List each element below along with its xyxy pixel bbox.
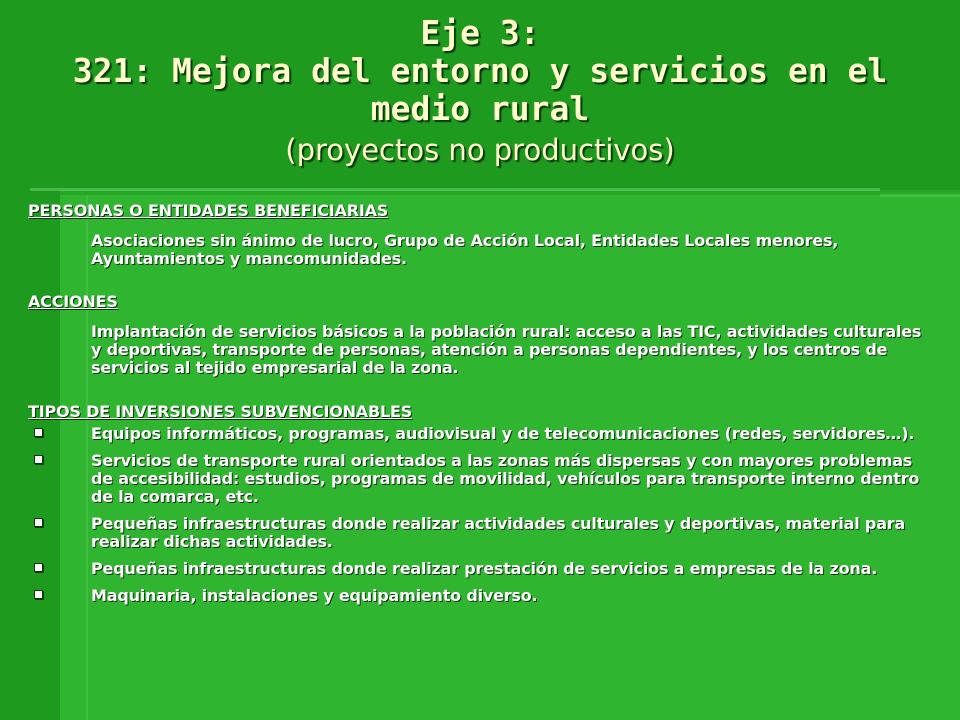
heading-inversiones: TIPOS DE INVERSIONES SUBVENCIONABLES <box>28 402 413 421</box>
list-item-text: Pequeñas infraestructuras donde realizar prestación de servicios a empresas de la zona. <box>91 559 878 578</box>
text-beneficiarias: Asociaciones sin ánimo de lucro, Grupo de Acción Local, Entidades Locales menores, Ayuntamientos y mancomunidades. <box>91 231 839 268</box>
list-item <box>28 425 933 443</box>
list-item-text: Maquinaria, instalaciones y equipamiento diverso. <box>91 586 538 605</box>
spacer <box>28 377 933 403</box>
title-line-2: 321: Mejora del entorno y servicios en el medio rural <box>72 51 888 128</box>
list-item-text: Pequeñas infraestructuras donde realizar actividades culturales y deportivas, material para realizar dichas actividades. <box>91 514 906 551</box>
square-bullet-icon <box>34 563 43 572</box>
title-line-1: Eje 3: <box>420 13 540 52</box>
square-bullet-icon <box>34 518 43 527</box>
slide-subtitle: (proyectos no productivos) <box>285 133 675 167</box>
slide-title <box>20 14 940 168</box>
list-item <box>28 587 933 605</box>
square-bullet-icon <box>34 590 43 599</box>
list-item-text: Servicios de transporte rural orientados a las zonas más dispersas y con mayores problemas de accesibilidad: estudios, programas de movilidad, vehículos para transporte interno dentro de la comarca, etc. <box>91 451 920 506</box>
list-item <box>28 515 933 551</box>
slide-body <box>28 202 933 614</box>
list-item <box>28 452 933 506</box>
square-bullet-icon <box>34 455 43 464</box>
text-acciones: Implantación de servicios básicos a la población rural: acceso a las TIC, actividades culturales y deportivas, transporte de personas, atención a personas dependientes, y los centros de servicios al tejido empresarial de la zona. <box>91 322 922 377</box>
square-bullet-icon <box>34 428 43 437</box>
heading-acciones: ACCIONES <box>28 292 118 311</box>
list-item <box>28 560 933 578</box>
list-item-text: Equipos informáticos, programas, audiovisual y de telecomunicaciones (redes, servidores…). <box>91 424 915 443</box>
inversiones-list <box>28 425 933 605</box>
spacer <box>28 268 933 293</box>
heading-beneficiarias: PERSONAS O ENTIDADES BENEFICIARIAS <box>28 201 389 220</box>
